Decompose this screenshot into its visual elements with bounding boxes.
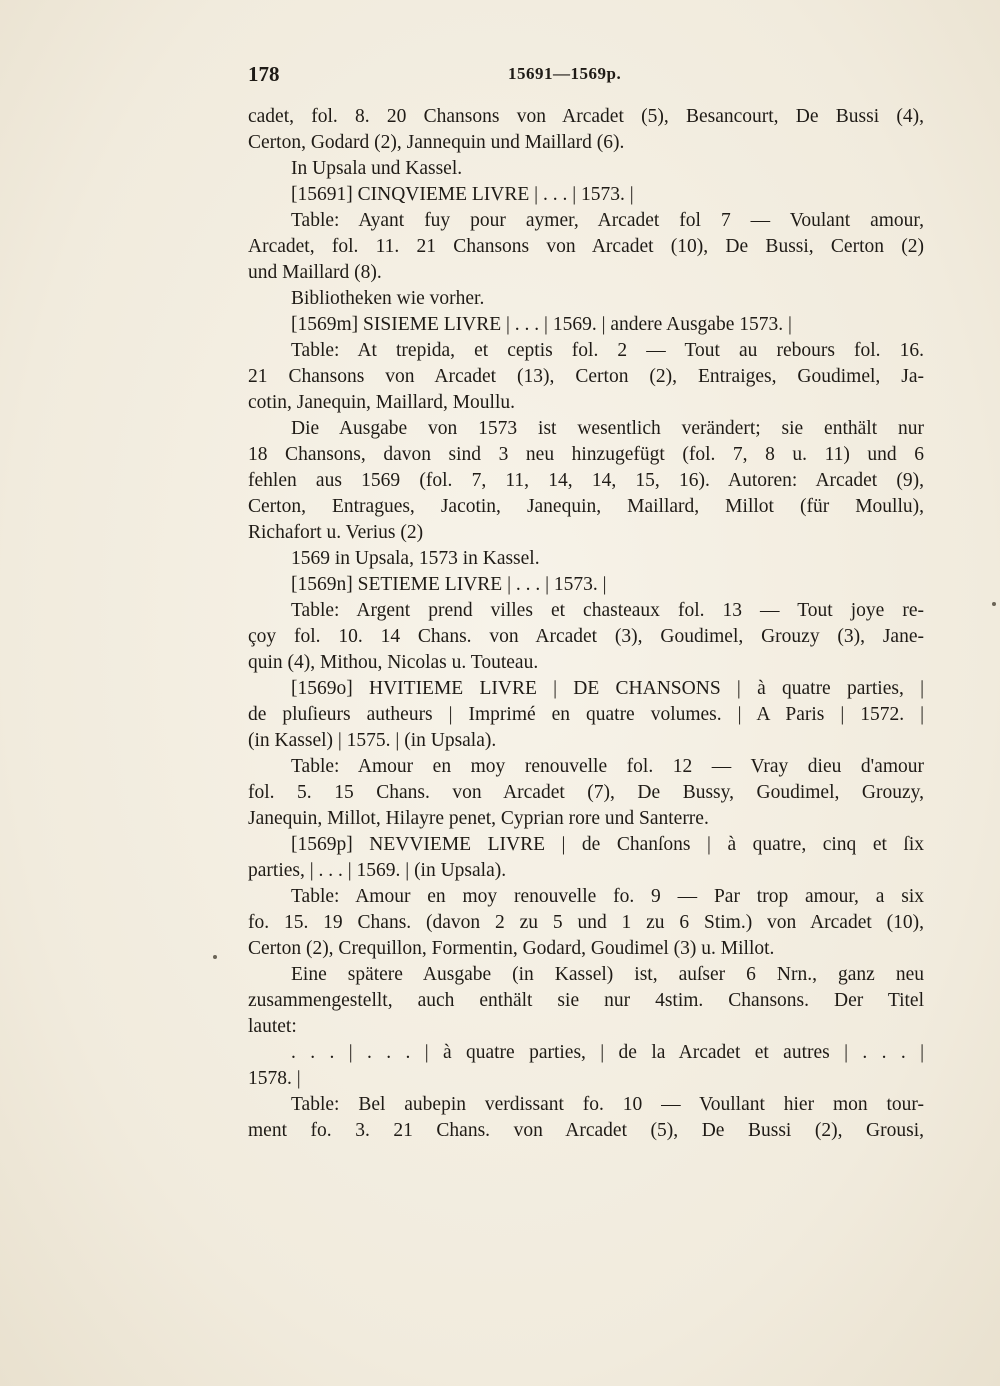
text-line: [1569p] NEVVIEME LIVRE | de Chanſons | à quatre, cinq et ſix (291, 834, 924, 855)
text-line: fol. 5. 15 Chans. von Arcadet (7), De Bussy, Goudimel, Grouzy, (248, 782, 924, 803)
text-line: cadet, fol. 8. 20 Chansons von Arcadet (5), Besancourt, De Bussi (4), (248, 106, 924, 127)
text-line: Certon, Godard (2), Jannequin und Maillard (6). (248, 132, 625, 153)
text-line: Table: Bel aubepin verdissant fo. 10 — Voullant hier mon tour- (291, 1094, 924, 1115)
text-line: In Upsala und Kassel. (291, 158, 463, 179)
text-line: Bibliotheken wie vorher. (291, 288, 485, 309)
text-line: [1569m] SISIEME LIVRE | . . . | 1569. | andere Ausgabe 1573. | (291, 314, 792, 335)
text-line: quin (4), Mithou, Nicolas u. Touteau. (248, 652, 539, 673)
text-line: fehlen aus 1569 (fol. 7, 11, 14, 14, 15, 16). Autoren: Arcadet (9), (248, 470, 924, 491)
text-line: . . . | . . . | à quatre parties, | de la Arcadet et autres | . . . | (291, 1042, 924, 1063)
text-line: parties, | . . . | 1569. | (in Upsala). (248, 860, 507, 881)
text-line: und Maillard (8). (248, 262, 382, 283)
text-line: [15691] CINQVIEME LIVRE | . . . | 1573. | (291, 184, 634, 205)
text-line: (in Kassel) | 1575. | (in Upsala). (248, 730, 497, 751)
running-head: 15691—1569p. (508, 64, 622, 83)
text-line: Die Ausgabe von 1573 ist wesentlich verändert; sie enthält nur (291, 418, 924, 439)
text-line: 21 Chansons von Arcadet (13), Certon (2), Entraiges, Goudimel, Ja- (248, 366, 924, 387)
margin-speck (213, 955, 217, 959)
text-line: [1569n] SETIEME LIVRE | . . . | 1573. | (291, 574, 607, 595)
text-line: Eine spätere Ausgabe (in Kassel) ist, auſser 6 Nrn., ganz neu (291, 964, 924, 985)
text-line: 1578. | (248, 1068, 301, 1089)
text-line: ment fo. 3. 21 Chans. von Arcadet (5), De Bussi (2), Grousi, (248, 1120, 924, 1141)
text-line: Table: Amour en moy renouvelle fo. 9 — Par trop amour, a six (291, 886, 924, 907)
margin-speck (992, 602, 996, 606)
body-text (248, 104, 924, 1144)
text-line: Table: Ayant fuy pour aymer, Arcadet fol 7 — Voulant amour, (291, 210, 924, 231)
text-line: zusammengestellt, auch enthält sie nur 4stim. Chansons. Der Titel (248, 990, 924, 1011)
text-line: [1569o] HVITIEME LIVRE | DE CHANSONS | à quatre parties, | (291, 678, 924, 699)
text-line: de pluſieurs autheurs | Imprimé en quatre volumes. | A Paris | 1572. | (248, 704, 924, 725)
text-line: çoy fol. 10. 14 Chans. von Arcadet (3), Goudimel, Grouzy (3), Jane- (248, 626, 924, 647)
text-line: Certon (2), Crequillon, Formentin, Godard, Goudimel (3) u. Millot. (248, 938, 775, 959)
text-line: lautet: (248, 1016, 297, 1037)
text-line: Arcadet, fol. 11. 21 Chansons von Arcadet (10), De Bussi, Certon (2) (248, 236, 924, 257)
text-line: fo. 15. 19 Chans. (davon 2 zu 5 und 1 zu 6 Stim.) von Arcadet (10), (248, 912, 924, 933)
page-number: 178 (248, 62, 280, 86)
text-line: cotin, Janequin, Maillard, Moullu. (248, 392, 516, 413)
page-header (248, 62, 924, 92)
text-line: Table: Amour en moy renouvelle fol. 12 — Vray dieu d'amour (291, 756, 924, 777)
text-line: Richafort u. Verius (2) (248, 522, 424, 543)
text-line: 1569 in Upsala, 1573 in Kassel. (291, 548, 540, 569)
text-line: Certon, Entragues, Jacotin, Janequin, Maillard, Millot (für Moullu), (248, 496, 924, 517)
text-line: Table: Argent prend villes et chasteaux fol. 13 — Tout joye re- (291, 600, 924, 621)
text-line: 18 Chansons, davon sind 3 neu hinzugefügt (fol. 7, 8 u. 11) und 6 (248, 444, 924, 465)
text-line: Janequin, Millot, Hilayre penet, Cyprian rore und Santerre. (248, 808, 709, 829)
text-line: Table: At trepida, et ceptis fol. 2 — Tout au rebours fol. 16. (291, 340, 924, 361)
